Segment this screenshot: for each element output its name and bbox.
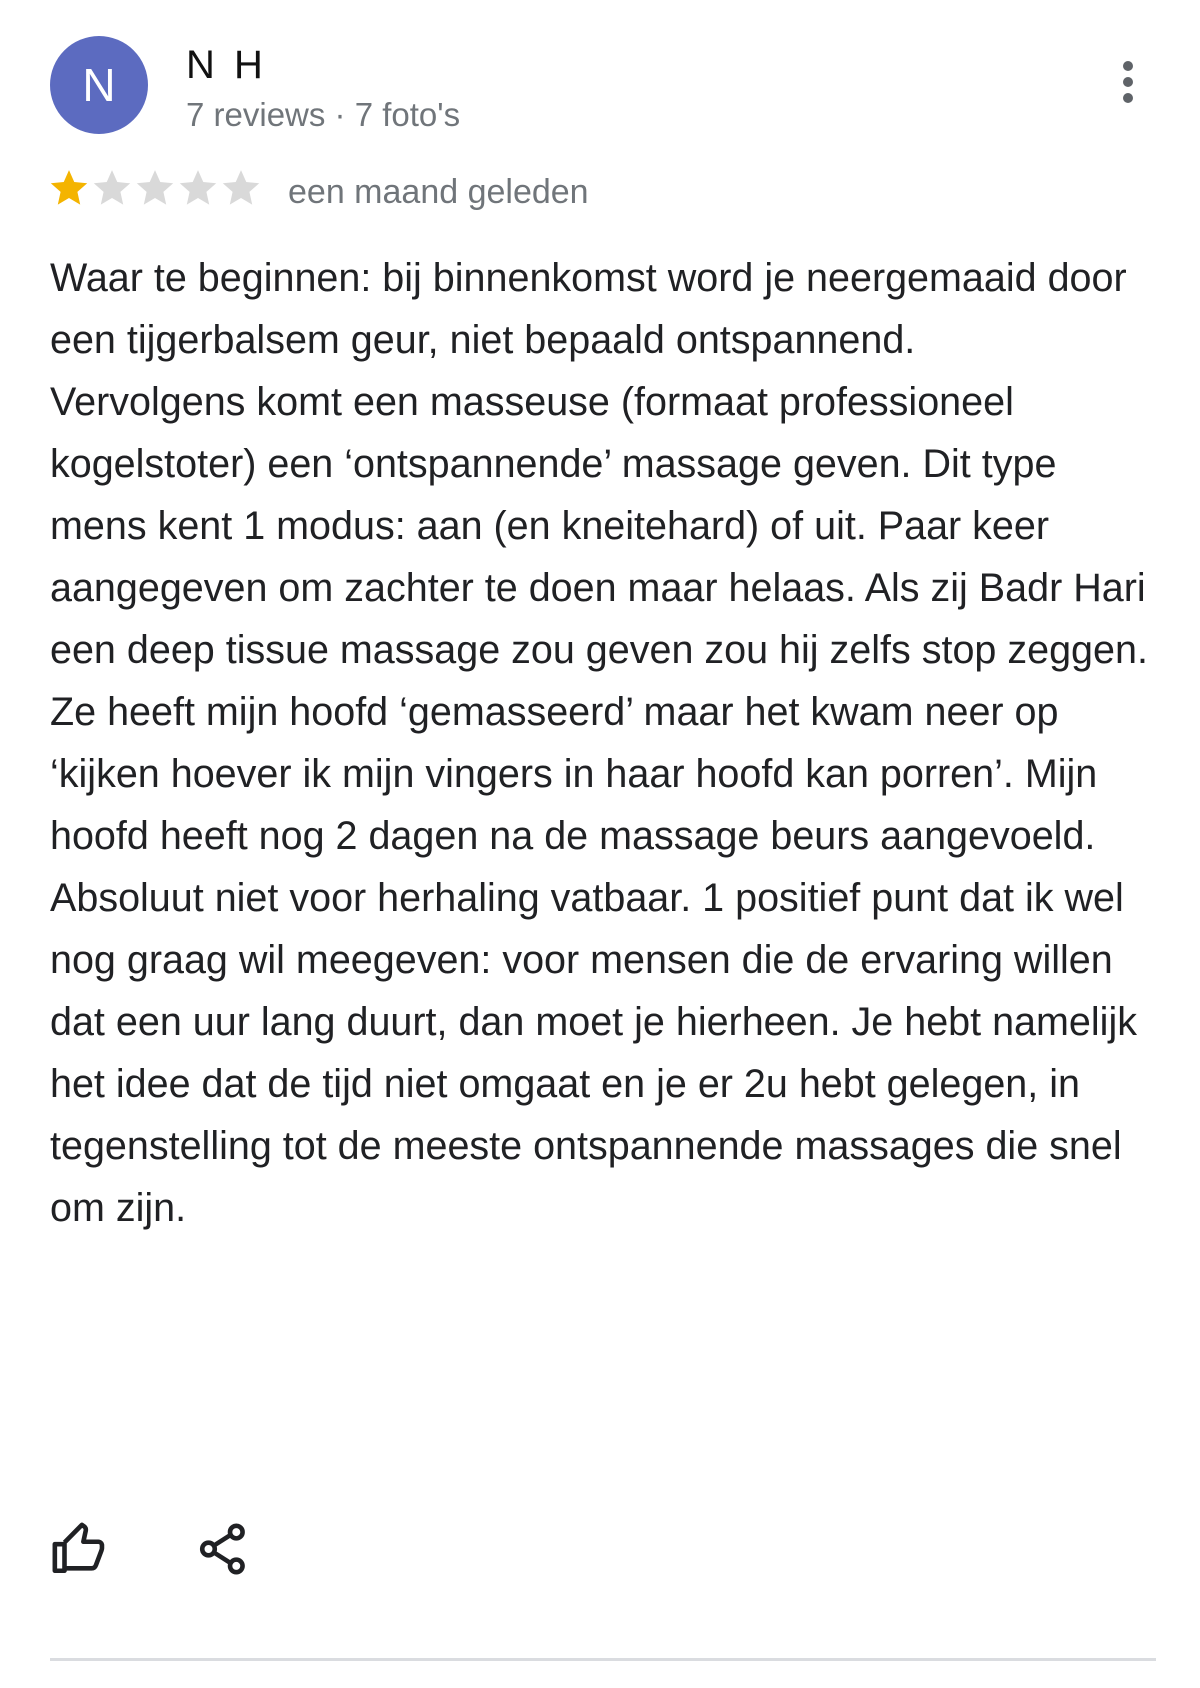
- star-empty-icon: [91, 167, 133, 209]
- vertical-dots-icon: [1123, 61, 1133, 71]
- more-options-button[interactable]: [1106, 52, 1150, 112]
- star-shape: [51, 170, 87, 204]
- review-paragraph: Absoluut niet voor herhaling vatbaar. 1 positief punt dat ik wel nog graag wil meegeven: voor mensen die de ervaring willen dat een uur lang duurt, dan moet je hierheen. Je hebt namelijk het idee dat de tijd niet omgaat en je er 2u hebt gelegen, in tegenstelling tot de meeste ontspannende massages die snel om zijn.: [50, 876, 1137, 1230]
- review-paragraph: Vervolgens komt een masseuse (formaat professioneel kogelstoter) een ‘ontspannende’ massage geven. Dit type mens kent 1 modus: aan (en kneitehard) of uit. Paar keer aangegeven om zachter te doen maar helaas. Als zij Badr Hari een deep tissue massage zou geven zou hij zelfs stop zeggen.: [50, 380, 1148, 672]
- review-date: een maand geleden: [288, 173, 589, 211]
- avatar[interactable]: [50, 36, 148, 134]
- star-shape: [137, 170, 173, 204]
- star-empty-icon: [177, 167, 219, 209]
- reviewer-meta: 7 reviews · 7 foto's: [186, 96, 461, 133]
- vertical-dots-icon: [1123, 93, 1133, 103]
- review-actions: [50, 1520, 252, 1578]
- star-filled-icon: [48, 167, 90, 209]
- review-paragraph: Ze heeft mijn hoofd ‘gemasseerd’ maar het kwam neer op ‘kijken hoever ik mijn vingers in haar hoofd kan porren’. Mijn hoofd heeft nog 2 dagen na de massage beurs aangevoeld.: [50, 690, 1098, 858]
- star-shape: [180, 170, 216, 204]
- star-empty-icon: [220, 167, 262, 209]
- share-icon: [194, 1520, 252, 1578]
- divider: [50, 1658, 1156, 1661]
- star-rating: [48, 167, 262, 217]
- review-paragraph: Waar te beginnen: bij binnenkomst word je neergemaaid door een tijgerbalsem geur, niet bepaald ontspannend.: [50, 256, 1127, 362]
- reviewer-name[interactable]: N H: [186, 43, 267, 87]
- vertical-dots-icon: [1123, 77, 1133, 87]
- avatar-initial: N: [82, 59, 116, 111]
- share-button[interactable]: [194, 1520, 252, 1578]
- star-shape: [94, 170, 130, 204]
- star-shape: [223, 170, 259, 204]
- thumbs-up-icon: [50, 1520, 108, 1578]
- review-text: [50, 247, 1160, 1239]
- star-empty-icon: [134, 167, 176, 209]
- like-button[interactable]: [50, 1520, 108, 1578]
